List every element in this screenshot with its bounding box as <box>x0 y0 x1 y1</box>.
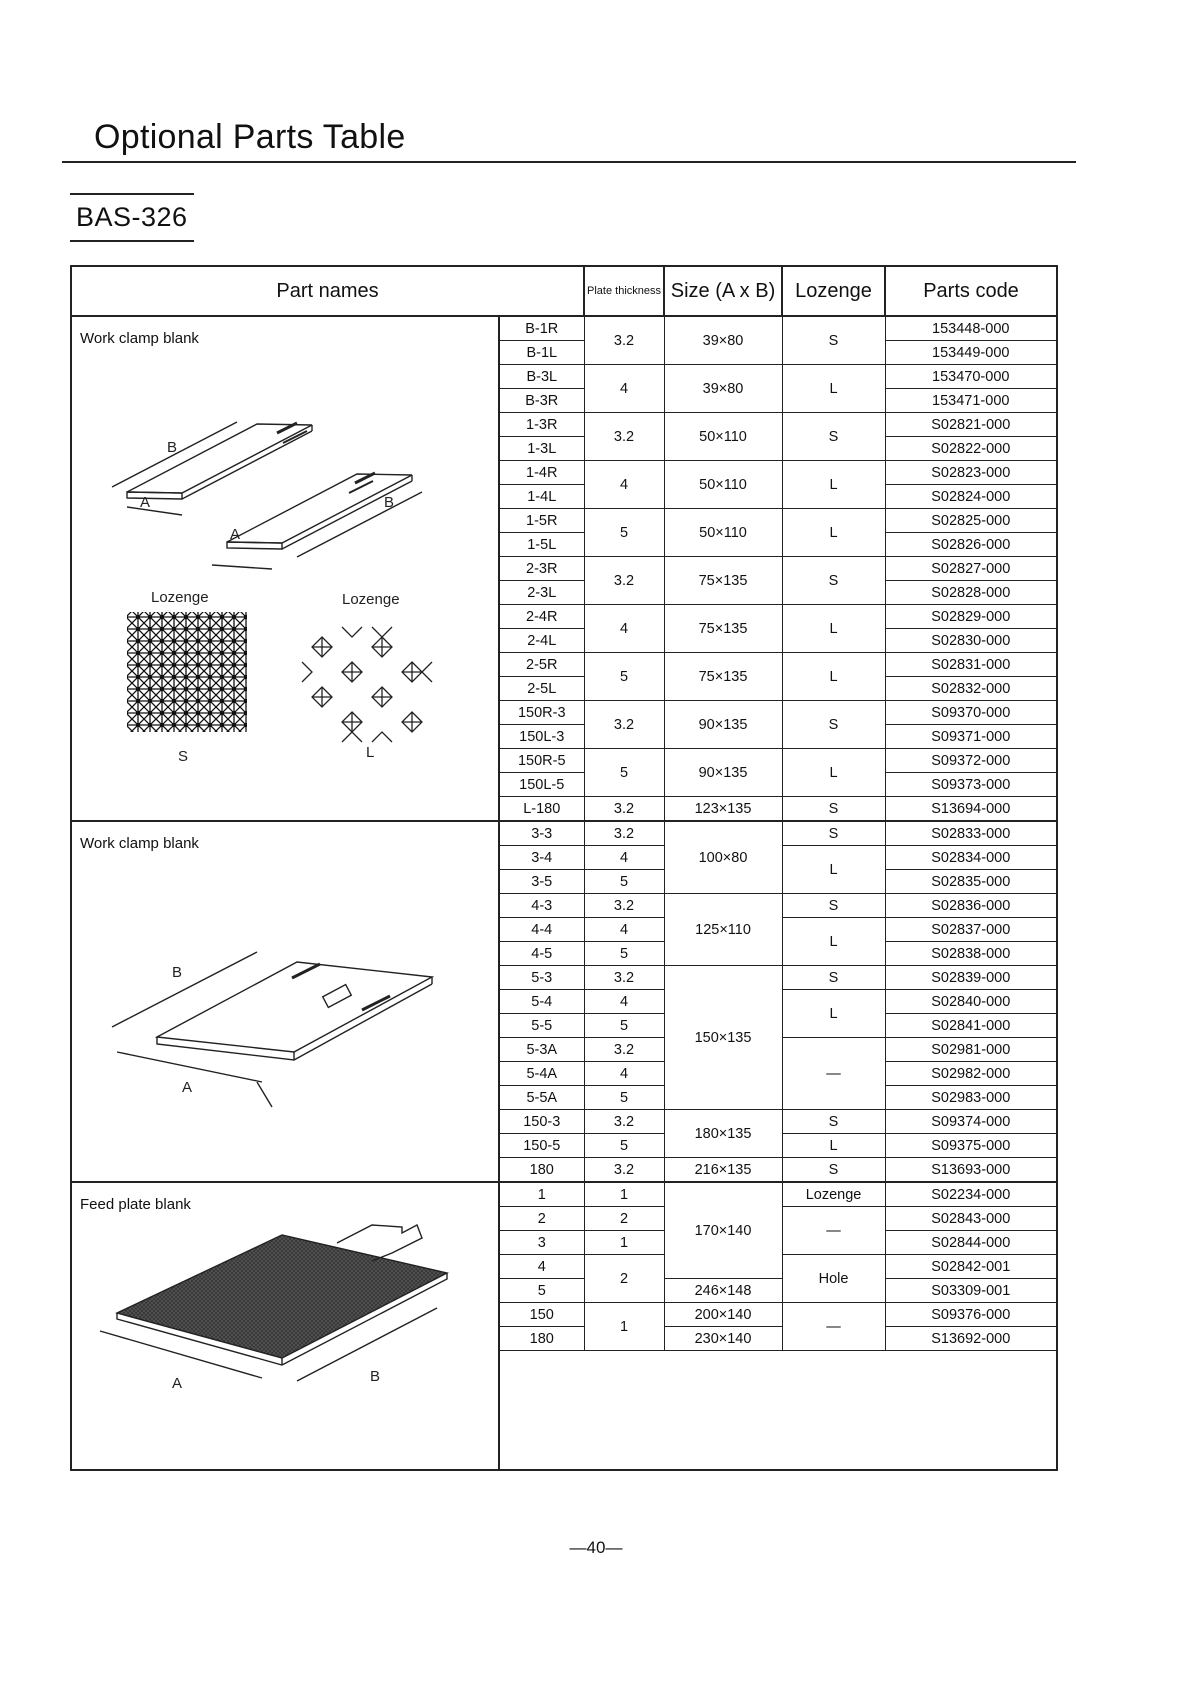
parts-code-cell: S09372-000 <box>885 749 1057 773</box>
parts-code-cell: S02836-000 <box>885 894 1057 918</box>
title-underline <box>62 161 1076 163</box>
model-cell: 2-4L <box>499 629 584 653</box>
model-cell: 150R-3 <box>499 701 584 725</box>
thickness-cell: 3.2 <box>584 821 664 846</box>
model-cell: 5-3 <box>499 966 584 990</box>
size-cell: 180×135 <box>664 1110 782 1158</box>
lozenge-cell: S <box>782 1158 885 1183</box>
parts-code-cell: S09371-000 <box>885 725 1057 749</box>
label-b2: B <box>384 494 395 511</box>
parts-code-cell: S09370-000 <box>885 701 1057 725</box>
parts-code-cell: S02981-000 <box>885 1038 1057 1062</box>
lozenge-cell: S <box>782 1110 885 1134</box>
size-cell: 230×140 <box>664 1327 782 1351</box>
group-work-clamp-blank-2 <box>71 821 499 1182</box>
model-cell: 180 <box>499 1327 584 1351</box>
model-cell: B-3L <box>499 365 584 389</box>
model-cell: B-1R <box>499 316 584 341</box>
parts-code-cell: S02844-000 <box>885 1231 1057 1255</box>
thickness-cell: 5 <box>584 749 664 797</box>
thickness-cell: 3.2 <box>584 894 664 918</box>
thickness-cell: 3.2 <box>584 797 664 822</box>
model-cell: 2-5R <box>499 653 584 677</box>
model-cell: 2 <box>499 1207 584 1231</box>
left-plate-top <box>127 424 312 493</box>
model-cell: 5-5A <box>499 1086 584 1110</box>
lozenge-cell: L <box>782 846 885 894</box>
parts-code-cell: S02842-001 <box>885 1255 1057 1279</box>
thickness-cell: 5 <box>584 1014 664 1038</box>
lozenge-cell: L <box>782 1134 885 1158</box>
lozenge-cell: — <box>782 1303 885 1351</box>
parts-code-cell: S02234-000 <box>885 1182 1057 1207</box>
group-feed-plate-blank <box>71 1182 499 1470</box>
page-number: —40— <box>569 1538 623 1557</box>
size-cell: 200×140 <box>664 1303 782 1327</box>
thickness-cell: 4 <box>584 461 664 509</box>
lozenge-cell: L <box>782 749 885 797</box>
model-cell: 1-5L <box>499 533 584 557</box>
lozenge-cell: S <box>782 701 885 749</box>
parts-code-cell: S02982-000 <box>885 1062 1057 1086</box>
parts-code-cell: S02841-000 <box>885 1014 1057 1038</box>
label-a: A <box>182 1079 193 1096</box>
parts-code-cell: S09374-000 <box>885 1110 1057 1134</box>
header-part-names: Part names <box>71 266 584 316</box>
lozenge-l-pattern <box>302 627 432 742</box>
lozenge-cell: — <box>782 1207 885 1255</box>
lozenge-s-pattern <box>127 612 247 732</box>
parts-code-cell: S02829-000 <box>885 605 1057 629</box>
lozenge-cell: L <box>782 605 885 653</box>
label-b1: B <box>167 439 178 456</box>
lozenge-cell: Lozenge <box>782 1182 885 1207</box>
lozenge-cell: L <box>782 461 885 509</box>
model-cell: 1-4R <box>499 461 584 485</box>
parts-code-cell: S02826-000 <box>885 533 1057 557</box>
model-cell: 3-3 <box>499 821 584 846</box>
model-cell: B-3R <box>499 389 584 413</box>
model-cell: 150-5 <box>499 1134 584 1158</box>
model-cell: 1 <box>499 1182 584 1207</box>
model-cell: 3-4 <box>499 846 584 870</box>
group-work-clamp-blank-1 <box>71 316 499 821</box>
thickness-cell: 4 <box>584 846 664 870</box>
size-cell: 75×135 <box>664 557 782 605</box>
size-cell: 100×80 <box>664 821 782 894</box>
thickness-cell: 1 <box>584 1303 664 1351</box>
parts-code-cell: 153449-000 <box>885 341 1057 365</box>
work-clamp-blank-diagram <box>72 347 498 767</box>
label-b: B <box>370 1368 381 1385</box>
model-cell: 150R-5 <box>499 749 584 773</box>
parts-code-cell: 153471-000 <box>885 389 1057 413</box>
lozenge-cell: L <box>782 653 885 701</box>
lozenge-cell: L <box>782 990 885 1038</box>
size-cell: 150×135 <box>664 966 782 1110</box>
model-cell: 2-3L <box>499 581 584 605</box>
size-cell: 50×110 <box>664 461 782 509</box>
thickness-cell: 4 <box>584 605 664 653</box>
lozenge-cell: S <box>782 557 885 605</box>
label-a1: A <box>140 494 151 511</box>
thickness-cell: 5 <box>584 509 664 557</box>
model-cell: 180 <box>499 1158 584 1183</box>
parts-code-cell: S09373-000 <box>885 773 1057 797</box>
model-cell: 5 <box>499 1279 584 1303</box>
size-cell: 123×135 <box>664 797 782 822</box>
lozenge-cell: L <box>782 365 885 413</box>
lozenge-cell: S <box>782 821 885 846</box>
model-cell: 1-3L <box>499 437 584 461</box>
parts-code-cell: S02822-000 <box>885 437 1057 461</box>
model-cell: 3-5 <box>499 870 584 894</box>
model-cell: 5-5 <box>499 1014 584 1038</box>
thickness-cell: 5 <box>584 1086 664 1110</box>
lozenge-cell: L <box>782 918 885 966</box>
parts-code-cell: 153470-000 <box>885 365 1057 389</box>
thickness-cell: 3.2 <box>584 557 664 605</box>
size-cell: 125×110 <box>664 894 782 966</box>
page-title: Optional Parts Table <box>94 118 406 156</box>
model-cell: 4-4 <box>499 918 584 942</box>
thickness-cell: 3.2 <box>584 316 664 365</box>
label-l: L <box>366 744 375 761</box>
header-size: Size (A x B) <box>664 266 782 316</box>
parts-code-cell: S02827-000 <box>885 557 1057 581</box>
parts-code-cell: 153448-000 <box>885 316 1057 341</box>
thickness-cell: 3.2 <box>584 413 664 461</box>
thickness-cell: 4 <box>584 918 664 942</box>
model-cell: 5-4 <box>499 990 584 1014</box>
header-plate-thickness: Plate thickness <box>584 266 664 316</box>
size-cell: 90×135 <box>664 701 782 749</box>
parts-code-cell: S02843-000 <box>885 1207 1057 1231</box>
label-a2: A <box>230 526 241 543</box>
lozenge-cell: S <box>782 797 885 822</box>
model-cell: 5-4A <box>499 1062 584 1086</box>
model-cell: 4 <box>499 1255 584 1279</box>
model-cell: 150-3 <box>499 1110 584 1134</box>
thickness-cell: 4 <box>584 1062 664 1086</box>
model-cell: B-1L <box>499 341 584 365</box>
parts-code-cell: S09375-000 <box>885 1134 1057 1158</box>
parts-code-cell: S02833-000 <box>885 821 1057 846</box>
parts-code-cell: S02824-000 <box>885 485 1057 509</box>
parts-code-cell: S02831-000 <box>885 653 1057 677</box>
parts-code-cell: S13694-000 <box>885 797 1057 822</box>
model-cell: L-180 <box>499 797 584 822</box>
lozenge-cell: S <box>782 413 885 461</box>
lozenge-cell: S <box>782 316 885 365</box>
parts-code-cell: S02983-000 <box>885 1086 1057 1110</box>
thickness-cell: 2 <box>584 1255 664 1303</box>
model-cell: 4-3 <box>499 894 584 918</box>
thickness-cell: 3.2 <box>584 1110 664 1134</box>
size-cell: 75×135 <box>664 653 782 701</box>
thickness-cell: 2 <box>584 1207 664 1231</box>
size-cell: 170×140 <box>664 1182 782 1279</box>
parts-code-cell: S02840-000 <box>885 990 1057 1014</box>
model-name: BAS-326 <box>76 202 188 232</box>
model-cell: 3 <box>499 1231 584 1255</box>
model-cell: 5-3A <box>499 1038 584 1062</box>
lozenge-cell: S <box>782 894 885 918</box>
parts-code-cell: S03309-001 <box>885 1279 1057 1303</box>
model-cell: 150L-3 <box>499 725 584 749</box>
lozenge-cell: S <box>782 966 885 990</box>
model-cell: 1-3R <box>499 413 584 437</box>
group-label: Feed plate blank <box>80 1196 191 1213</box>
thickness-cell: 3.2 <box>584 1158 664 1183</box>
header-lozenge: Lozenge <box>782 266 885 316</box>
parts-code-cell: S13693-000 <box>885 1158 1057 1183</box>
header-parts-code: Parts code <box>885 266 1057 316</box>
feed-plate-mesh <box>117 1235 447 1358</box>
optional-parts-table <box>70 265 1058 1471</box>
empty-area <box>499 1351 1057 1471</box>
model-cell: 2-4R <box>499 605 584 629</box>
group-label: Work clamp blank <box>80 835 199 852</box>
size-cell: 50×110 <box>664 509 782 557</box>
parts-code-cell: S09376-000 <box>885 1303 1057 1327</box>
thickness-cell: 5 <box>584 1134 664 1158</box>
thickness-cell: 3.2 <box>584 1038 664 1062</box>
size-cell: 216×135 <box>664 1158 782 1183</box>
parts-code-cell: S02823-000 <box>885 461 1057 485</box>
label-a: A <box>172 1375 183 1392</box>
lozenge-cell: — <box>782 1038 885 1110</box>
parts-code-cell: S02832-000 <box>885 677 1057 701</box>
parts-code-cell: S02830-000 <box>885 629 1057 653</box>
parts-code-cell: S02837-000 <box>885 918 1057 942</box>
size-cell: 90×135 <box>664 749 782 797</box>
parts-code-cell: S02835-000 <box>885 870 1057 894</box>
thickness-cell: 3.2 <box>584 966 664 990</box>
parts-code-cell: S02825-000 <box>885 509 1057 533</box>
thickness-cell: 5 <box>584 870 664 894</box>
size-cell: 39×80 <box>664 365 782 413</box>
thickness-cell: 3.2 <box>584 701 664 749</box>
size-cell: 246×148 <box>664 1279 782 1303</box>
label-s: S <box>178 748 189 765</box>
model-cell: 1-5R <box>499 509 584 533</box>
thickness-cell: 1 <box>584 1182 664 1207</box>
size-cell: 39×80 <box>664 316 782 365</box>
work-clamp-blank-diagram-2 <box>72 852 498 1152</box>
model-cell: 2-5L <box>499 677 584 701</box>
size-cell: 50×110 <box>664 413 782 461</box>
thickness-cell: 4 <box>584 365 664 413</box>
thickness-cell: 5 <box>584 942 664 966</box>
model-cell: 150L-5 <box>499 773 584 797</box>
parts-code-cell: S02838-000 <box>885 942 1057 966</box>
thickness-cell: 5 <box>584 653 664 701</box>
group-label: Work clamp blank <box>80 330 199 347</box>
model-cell: 150 <box>499 1303 584 1327</box>
parts-code-cell: S02834-000 <box>885 846 1057 870</box>
parts-code-cell: S02821-000 <box>885 413 1057 437</box>
model-rule-top <box>70 193 194 195</box>
model-rule-bottom <box>70 240 194 242</box>
parts-code-cell: S13692-000 <box>885 1327 1057 1351</box>
feed-plate-blank-diagram <box>72 1213 498 1453</box>
lozenge-cell: Hole <box>782 1255 885 1303</box>
label-b: B <box>172 964 183 981</box>
parts-code-cell: S02828-000 <box>885 581 1057 605</box>
label-lozenge-s: Lozenge <box>151 589 209 606</box>
size-cell: 75×135 <box>664 605 782 653</box>
model-cell: 4-5 <box>499 942 584 966</box>
lozenge-cell: L <box>782 509 885 557</box>
label-lozenge-l: Lozenge <box>342 591 400 608</box>
model-cell: 1-4L <box>499 485 584 509</box>
model-cell: 2-3R <box>499 557 584 581</box>
parts-code-cell: S02839-000 <box>885 966 1057 990</box>
thickness-cell: 4 <box>584 990 664 1014</box>
thickness-cell: 1 <box>584 1231 664 1255</box>
